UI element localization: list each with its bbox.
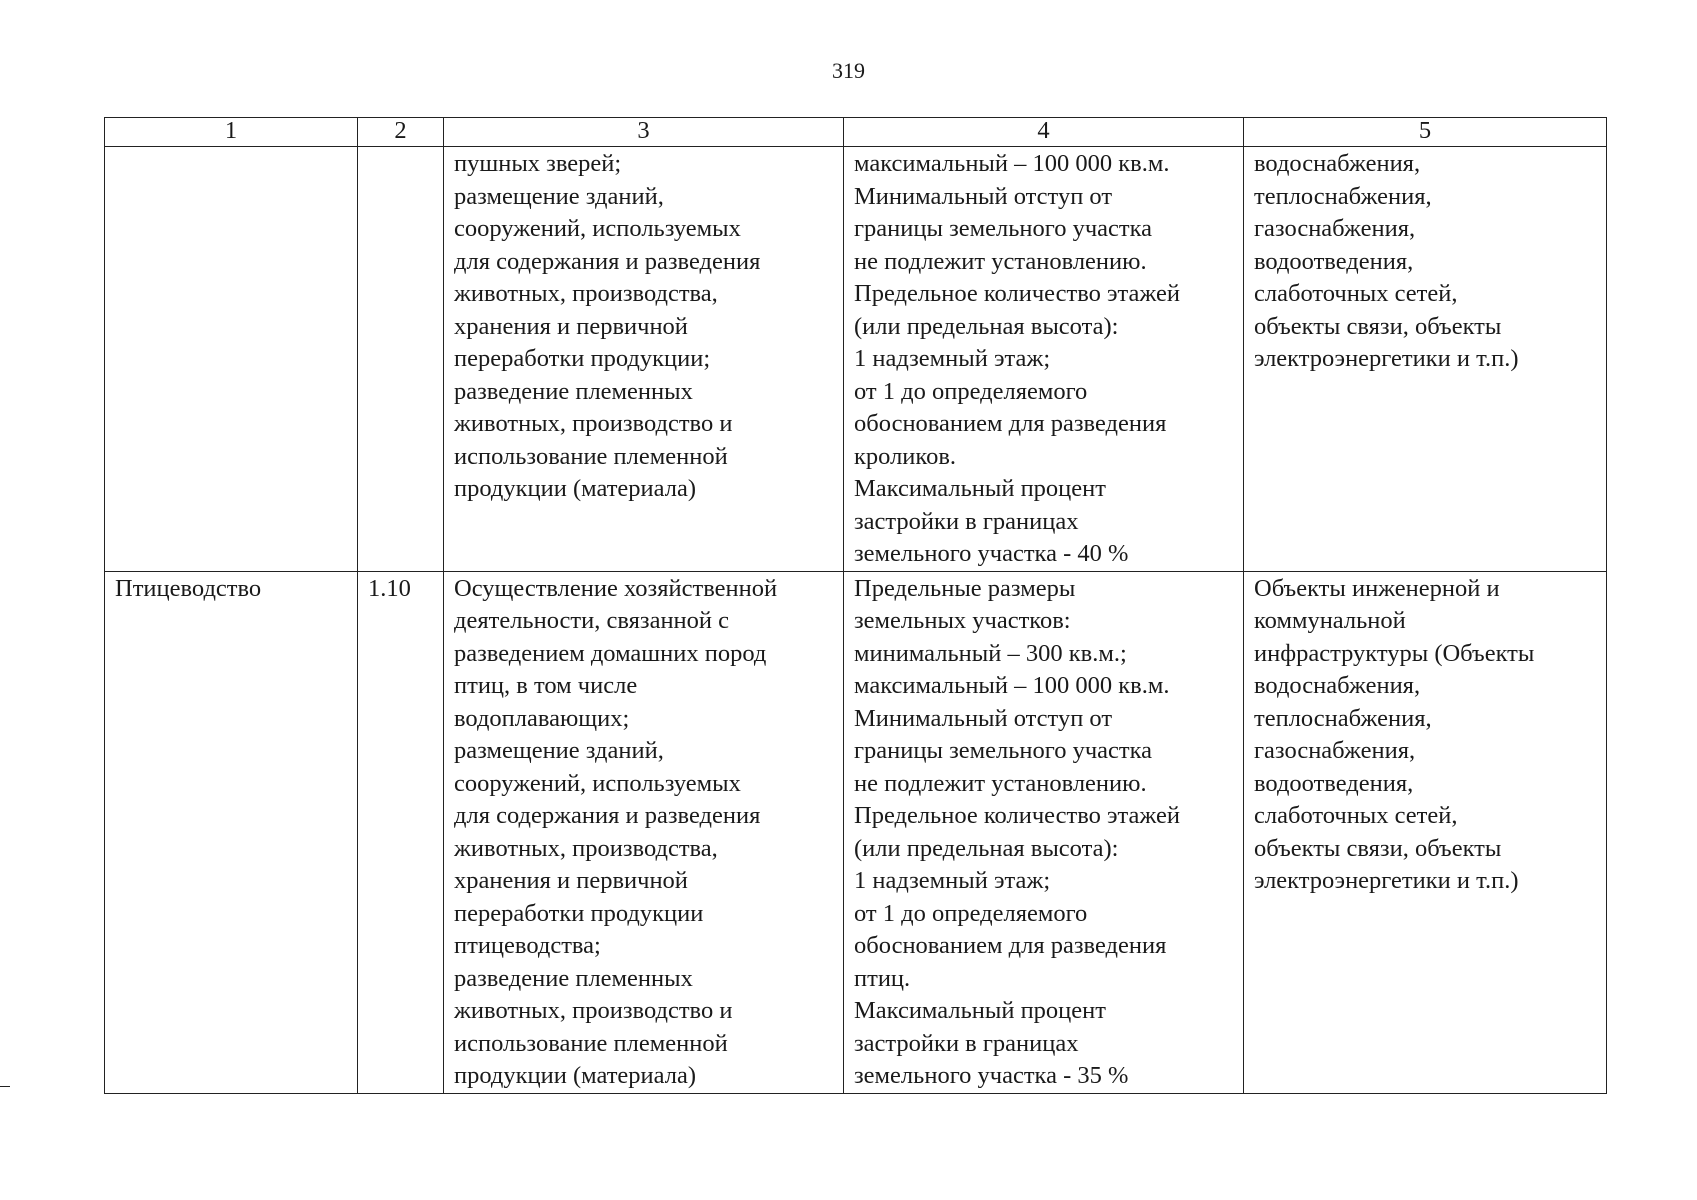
cell-text-line: электроэнергетики и т.п.) (1254, 867, 1519, 894)
cell-text-line: для содержания и разведения (454, 802, 761, 829)
cell-text-line: животных, производства, (454, 834, 718, 862)
description-cell (444, 571, 844, 1093)
table-header-row (105, 118, 1607, 147)
cell-text-line: максимальный – 100 000 кв.м. (854, 150, 1170, 177)
cell-text-line: кроликов. (854, 442, 957, 470)
cell-text-line: сооружений, используемых (454, 215, 741, 242)
use-name-cell: Птицеводство (105, 571, 358, 1093)
margin-mark (0, 1086, 10, 1087)
cell-text-line: использование племенной (454, 1029, 728, 1057)
cell-text-line: слаботочных сетей, (1254, 802, 1458, 829)
cell-text-line: инфраструктуры (Объекты (1254, 639, 1535, 667)
cell-text-line: водоснабжения, (1254, 672, 1421, 699)
cell-text-line: Минимальный отступ от (854, 182, 1113, 210)
cell-text-line: переработки продукции (454, 899, 704, 927)
cell-text-line: обоснованием для разведения (854, 410, 1167, 437)
cell-text-line: водоснабжения, (1254, 150, 1421, 177)
cell-text-line: земельного участка - 40 % (854, 540, 1129, 567)
column-header-4: 4 (844, 118, 1244, 147)
cell-text-line: животных, производства, (454, 280, 718, 307)
table-row (105, 571, 1607, 1093)
land-use-table-container (104, 117, 1606, 1094)
cell-text-line: объекты связи, объекты (1254, 834, 1502, 862)
cell-text-line: хранения и первичной (454, 867, 688, 894)
land-use-table (104, 117, 1607, 1094)
cell-text-line: Максимальный процент (854, 997, 1106, 1024)
column-header-5: 5 (1244, 118, 1607, 147)
cell-text-line: газоснабжения, (1254, 737, 1416, 764)
page-number: 319 (832, 58, 865, 83)
cell-text-line: животных, производство и (454, 997, 733, 1024)
cell-text-line: обоснованием для разведения (854, 932, 1167, 959)
cell-text-line: минимальный – 300 кв.м.; (854, 639, 1127, 667)
cell-text-line: разведение племенных (454, 377, 693, 405)
objects-cell (1244, 147, 1607, 572)
cell-text-line: хранения и первичной (454, 312, 688, 340)
cell-text-line: электроэнергетики и т.п.) (1254, 345, 1519, 372)
cell-text-line: земельного участка - 35 % (854, 1062, 1129, 1089)
cell-text-line: слаботочных сетей, (1254, 280, 1458, 307)
cell-text-line: пушных зверей; (454, 150, 622, 177)
cell-text-line: использование племенной (454, 442, 728, 470)
cell-text-line: теплоснабжения, (1254, 182, 1432, 210)
cell-text-line: не подлежит установлению. (854, 247, 1147, 275)
cell-text-line: от 1 до определяемого (854, 899, 1088, 927)
cell-text-line: максимальный – 100 000 кв.м. (854, 672, 1170, 699)
cell-text-line: застройки в границах (854, 1029, 1079, 1057)
objects-cell (1244, 571, 1607, 1093)
cell-text-line: животных, производство и (454, 410, 733, 437)
column-header-3: 3 (444, 118, 844, 147)
cell-text-line: водоплавающих; (454, 704, 630, 732)
column-header-2: 2 (358, 118, 444, 147)
use-name-cell (105, 147, 358, 572)
cell-text-line: продукции (материала) (454, 475, 697, 502)
cell-text-line: Осуществление хозяйственной (454, 574, 778, 602)
cell-text-line: Предельные размеры (854, 574, 1076, 602)
parameters-cell (844, 147, 1244, 572)
cell-text-line: границы земельного участка (854, 215, 1153, 242)
cell-text-line: застройки в границах (854, 507, 1079, 535)
cell-text-line: водоотведения, (1254, 247, 1414, 275)
cell-text-line: земельных участков: (854, 607, 1071, 634)
cell-text-line: Объекты инженерной и (1254, 574, 1500, 602)
description-cell (444, 147, 844, 572)
cell-text-line: Предельное количество этажей (854, 802, 1180, 829)
use-code-cell: 1.10 (358, 571, 444, 1093)
cell-text-line: разведением домашних пород (454, 639, 767, 667)
cell-text-line: сооружений, используемых (454, 769, 741, 797)
cell-text-line: разведение племенных (454, 964, 693, 992)
cell-text-line: размещение зданий, (454, 182, 664, 210)
use-code-cell (358, 147, 444, 572)
cell-text-line: объекты связи, объекты (1254, 312, 1502, 340)
cell-text-line: (или предельная высота): (854, 834, 1119, 862)
cell-text-line: 1 надземный этаж; (854, 867, 1051, 894)
cell-text-line: 1 надземный этаж; (854, 345, 1051, 372)
cell-text-line: Минимальный отступ от (854, 704, 1113, 732)
cell-text-line: птицеводства; (454, 932, 601, 959)
cell-text-line: от 1 до определяемого (854, 377, 1088, 405)
cell-text-line: водоотведения, (1254, 769, 1414, 797)
table-row (105, 147, 1607, 572)
cell-text-line: продукции (материала) (454, 1062, 697, 1089)
cell-text-line: границы земельного участка (854, 737, 1153, 764)
cell-text-line: Предельное количество этажей (854, 280, 1180, 307)
column-header-1: 1 (105, 118, 358, 147)
cell-text-line: птиц. (854, 964, 911, 992)
cell-text-line: птиц, в том числе (454, 672, 638, 699)
cell-text-line: размещение зданий, (454, 737, 664, 764)
cell-text-line: деятельности, связанной с (454, 607, 730, 634)
cell-text-line: для содержания и разведения (454, 247, 761, 275)
parameters-cell (844, 571, 1244, 1093)
cell-text-line: Максимальный процент (854, 475, 1106, 502)
cell-text-line: (или предельная высота): (854, 312, 1119, 340)
cell-text-line: не подлежит установлению. (854, 769, 1147, 797)
cell-text-line: переработки продукции; (454, 345, 711, 372)
cell-text-line: коммунальной (1254, 607, 1406, 634)
cell-text-line: теплоснабжения, (1254, 704, 1432, 732)
cell-text-line: газоснабжения, (1254, 215, 1416, 242)
